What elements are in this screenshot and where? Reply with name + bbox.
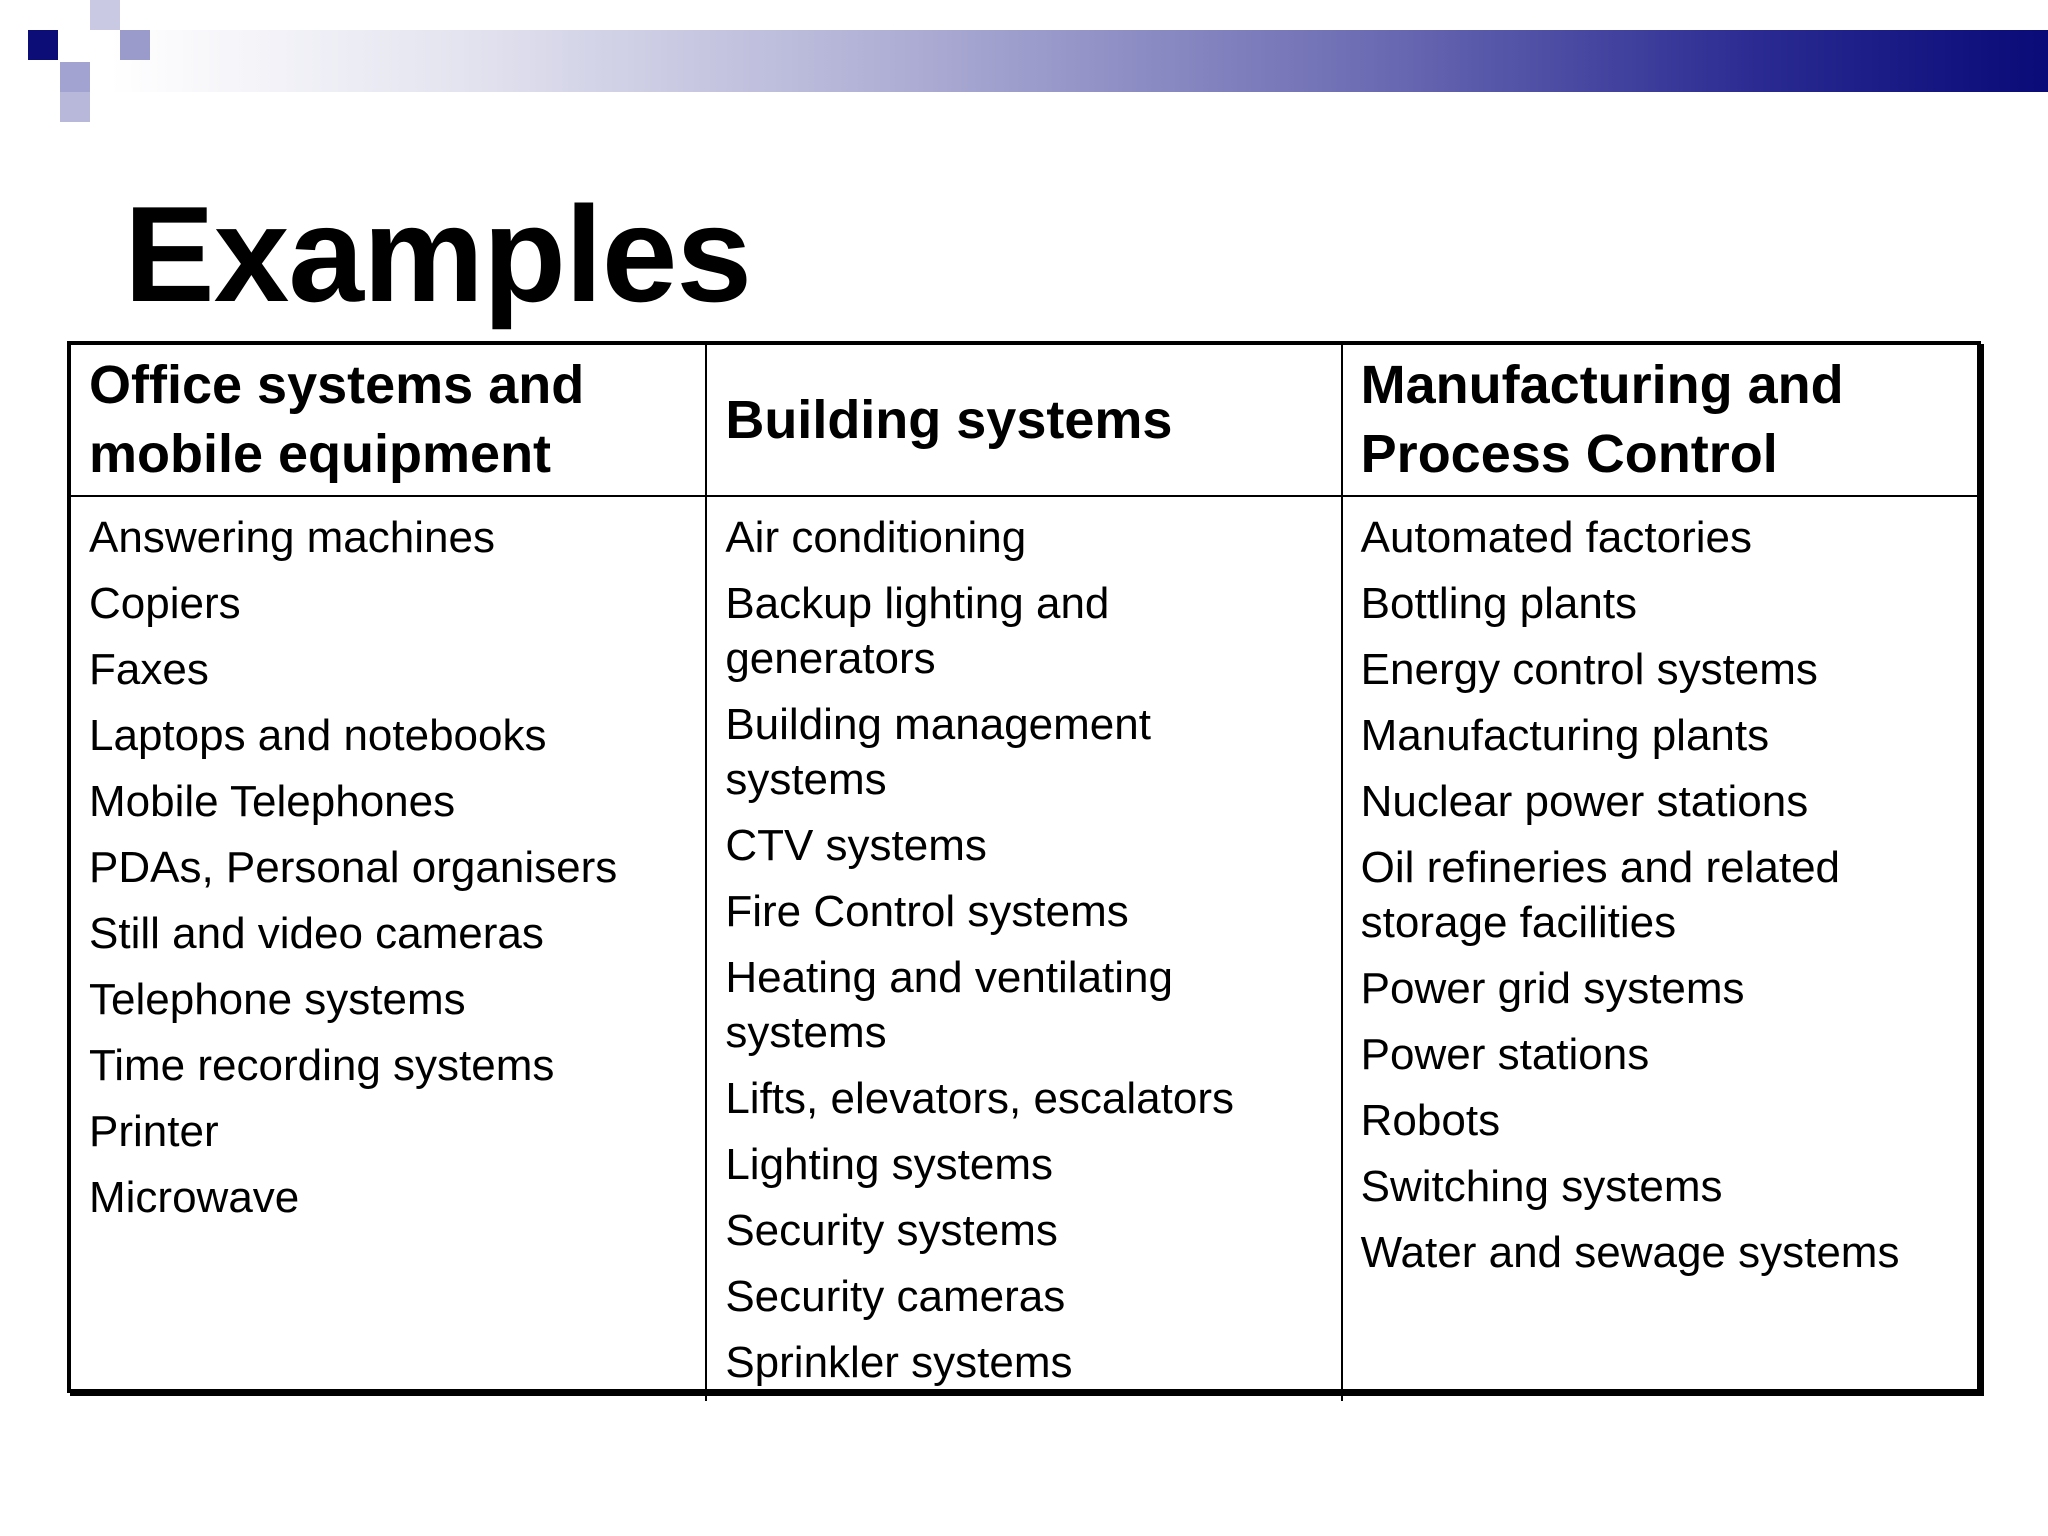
office-items-list [89, 510, 687, 1225]
decor-square [90, 0, 120, 30]
manufacturing-items-list [1361, 510, 1959, 1280]
column-office [71, 496, 706, 1401]
list-item: Still and video cameras [89, 909, 544, 958]
column-manufacturing [1342, 496, 1977, 1401]
list-item: Telephone systems [89, 975, 466, 1024]
list-item: Energy control systems [1360, 645, 1818, 694]
list-item: Air conditioning [725, 513, 1027, 562]
list-item: Power stations [1360, 1030, 1650, 1079]
building-items-list [725, 510, 1322, 1390]
list-item: Answering machines [89, 513, 495, 562]
list-item: PDAs, Personal organisers [89, 843, 618, 892]
list-item: Security systems [725, 1206, 1058, 1255]
decor-square [60, 62, 90, 92]
list-item: Building management systems [725, 700, 1151, 804]
list-item: Copiers [89, 579, 241, 628]
list-item: Time recording systems [89, 1041, 555, 1090]
column-header-manufacturing: Manufacturing and Process Control [1342, 345, 1977, 496]
list-item: Automated factories [1360, 513, 1752, 562]
table-body-row [71, 496, 1977, 1401]
list-item: Switching systems [1360, 1162, 1723, 1211]
list-item: Microwave [89, 1173, 300, 1222]
list-item: Fire Control systems [725, 887, 1129, 936]
decor-square [60, 92, 90, 122]
list-item: Printer [89, 1107, 219, 1156]
column-header-office: Office systems and mobile equipment [71, 345, 706, 496]
list-item: Nuclear power stations [1360, 777, 1809, 826]
decor-square [28, 30, 58, 60]
list-item: Lighting systems [725, 1140, 1054, 1189]
list-item: Backup lighting and generators [725, 579, 1110, 683]
list-item: Faxes [89, 645, 209, 694]
examples-table-container [67, 341, 1981, 1393]
examples-table [71, 345, 1977, 1401]
list-item: Lifts, elevators, escalators [725, 1074, 1234, 1123]
list-item: CTV systems [725, 821, 987, 870]
list-item: Robots [1360, 1096, 1501, 1145]
list-item: Laptops and notebooks [89, 711, 547, 760]
list-item: Mobile Telephones [89, 777, 456, 826]
list-item: Heating and ventilating systems [725, 953, 1173, 1057]
table-header-row [71, 345, 1977, 496]
list-item: Water and sewage systems [1360, 1228, 1900, 1277]
list-item: Power grid systems [1360, 964, 1745, 1013]
decor-square [120, 30, 150, 60]
header-gradient-band [110, 30, 2048, 92]
page-title: Examples [124, 178, 752, 330]
list-item: Manufacturing plants [1360, 711, 1770, 760]
list-item: Bottling plants [1360, 579, 1638, 628]
column-header-building: Building systems [706, 345, 1341, 496]
list-item: Sprinkler systems [725, 1338, 1073, 1387]
list-item: Oil refineries and related storage facilities [1360, 843, 1841, 947]
column-building [706, 496, 1341, 1401]
list-item: Security cameras [725, 1272, 1066, 1321]
